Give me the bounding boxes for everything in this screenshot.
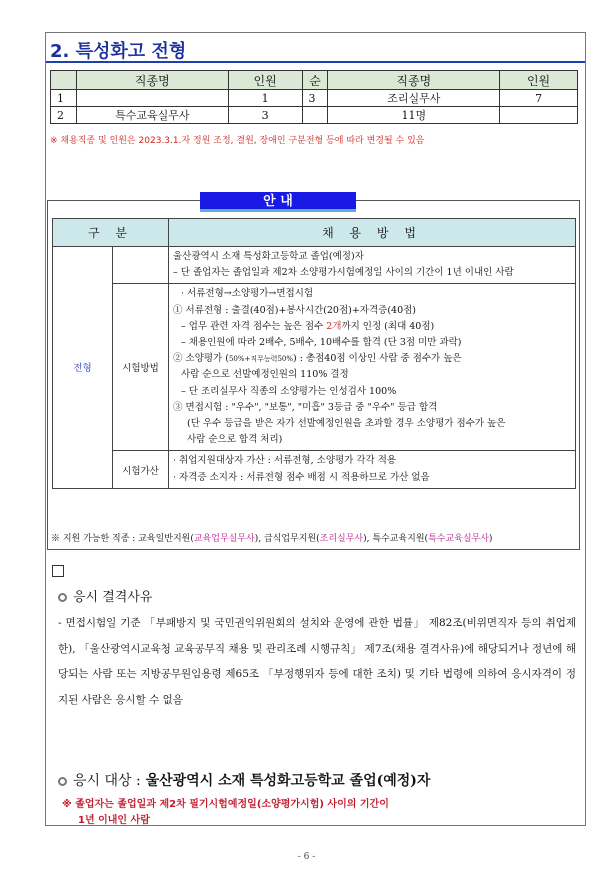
row-count2: 7: [500, 90, 578, 107]
graduate-note-line1: ※ 졸업자는 졸업일과 제2차 필기시험예정일(소양평가시험) 사이의 기간이: [62, 799, 389, 810]
avail-job2: 조리실무사: [319, 534, 364, 544]
row-no: 2: [51, 107, 77, 124]
bonus-cell: [169, 451, 576, 488]
jobs-header-count: 인원: [228, 71, 302, 90]
eligibility-cell: [169, 247, 576, 284]
target-label: 응시 대상 :: [73, 773, 141, 789]
bonus-label: 시험가산: [113, 451, 169, 488]
row-count: 3: [228, 107, 302, 124]
jobs-header-no: [51, 71, 77, 90]
method-header-row: [53, 219, 576, 247]
avail-suffix: ): [488, 534, 493, 544]
exam-method-row: [53, 284, 576, 451]
doc-sub1-red: 2개: [326, 320, 342, 332]
aptitude-3: – 단 조리실무사 직종의 소양평가는 인성검사 100%: [181, 385, 397, 397]
aptitude-2: 사람 순으로 선발예정인원의 110% 결정: [181, 369, 349, 381]
table-row: [51, 107, 578, 124]
jobs-header-row: [51, 71, 578, 90]
eligibility-line: – 단 졸업자는 졸업일과 제2차 소양평가시험예정일 사이의 기간이 1년 이내인 사람: [173, 267, 514, 279]
bonus-row: [53, 451, 576, 488]
doc-sub1: [173, 319, 571, 335]
aptitude-a: ② 소양평가 (: [173, 353, 229, 365]
exam-method-label: 시험방법: [113, 284, 169, 451]
bonus-line: · 취업지원대상자 가산 : 서류전형, 소양평가 각각 적용: [173, 455, 397, 467]
jobs-header-name2: 직종명: [328, 71, 500, 90]
disqualification-body: - 면접시험일 기준 「부패방지 및 국민권익위원회의 설치와 운영에 관한 법률」 제82조(비위면직자 등의 취업제한), 「울산광역시교육청 교육공무직 채용 및 관리조례 시행규칙」 제7조(채용 결격사유)에 해당되거나 정년에 해당되는 사람 또는 지방공무원임용령 제65조 「부정행위자 등에 대한 조치) 및 기타 법령에 의하여 응시자격이 정지된 사람은 응시할 수 없음: [58, 617, 576, 706]
row-count: 1: [228, 90, 302, 107]
aptitude-1: [173, 351, 571, 367]
row-total: 11명: [328, 107, 500, 124]
circle-bullet-icon: [58, 593, 67, 602]
aptitude-b: ) : 총점40점 이상인 사람 중 점수가 높은: [293, 353, 462, 365]
avail-prefix: ※ 지원 가능한 직종 : 교육일반지원(: [51, 534, 194, 544]
graduate-note: [62, 797, 389, 829]
jobs-header-name: 직종명: [76, 71, 228, 90]
graduate-note-line2: 1년 이내인 사람: [78, 815, 150, 826]
category-cell: 전형: [53, 247, 113, 489]
table-row: [51, 90, 578, 107]
section-title: 2. 특성화고 전형: [50, 41, 187, 62]
aptitude-small: 50%+직무능력50%: [228, 355, 293, 364]
interview-3: 사람 순으로 합격 처리): [187, 434, 283, 446]
page-number: - 6 -: [297, 852, 316, 862]
target-value: 울산광역시 소재 특성화고등학교 졸업(예정)자: [145, 773, 431, 789]
eligibility-label-cell: [113, 247, 169, 284]
avail-job1: 교육업무실무사: [193, 534, 255, 544]
doc-sub1-a: – 업무 관련 자격 점수는 높은 점수: [181, 320, 327, 332]
interview-2: (단 우수 등급을 받은 자가 선발예정인원을 초과할 경우 소양평가 점수가 높은: [187, 418, 506, 430]
method-header-category: 구 분: [53, 219, 169, 247]
bonus-line: · 자격증 소지자 : 서류전형 점수 배점 시 적용하므로 가산 없음: [173, 471, 430, 483]
disqualification-heading: [58, 586, 152, 605]
eligibility-row: [53, 247, 576, 284]
doc-screen: ① 서류전형 : 출결(40점)+봉사시간(20점)+자격증(40점): [173, 304, 417, 316]
avail-job3: 특수교육실무사: [428, 534, 489, 544]
jobs-header-count2: 인원: [500, 71, 578, 90]
disqualification-title: 응시 결격사유: [73, 590, 153, 605]
jobs-header-no2: 순: [302, 71, 328, 90]
method-table: [52, 218, 576, 489]
row-no: 1: [51, 90, 77, 107]
row-no2: [302, 107, 328, 124]
target-line: [58, 770, 430, 790]
available-jobs: [47, 528, 580, 550]
row-name: [76, 90, 228, 107]
checkbox-icon: [52, 565, 64, 577]
interview-1: ③ 면접시험 : "우수", "보통", "미흡" 3등급 중 "우수" 등급 합격: [173, 401, 438, 413]
avail-mid1: ), 급식업무지원(: [254, 534, 320, 544]
exam-flow: · 서류전형→소양평가→면접시험: [181, 288, 314, 300]
guide-title: 안 내: [200, 192, 356, 212]
avail-mid2: ), 특수교육지원(: [363, 534, 429, 544]
row-name2: 조리실무사: [328, 90, 500, 107]
doc-sub1-b: 까지 인정 (최대 40점): [341, 320, 435, 332]
row-name: 특수교육실무사: [76, 107, 228, 124]
exam-method-cell: [169, 284, 576, 451]
row-count2: [500, 107, 578, 124]
eligibility-line: 울산광역시 소재 특성화고등학교 졸업(예정)자: [173, 251, 364, 262]
change-notice: ※ 채용직종 및 인원은 2023.3.1.자 정원 조정, 결원, 장애인 구분전형 등에 따라 변경될 수 있음: [50, 136, 425, 146]
method-header-method: 채 용 방 법: [169, 219, 576, 247]
jobs-table: [50, 70, 578, 124]
doc-sub2: – 채용인원에 따라 2배수, 5배수, 10배수를 합격 (단 3점 미만 과락): [181, 337, 462, 349]
circle-bullet-icon: [58, 777, 67, 786]
row-no2: 3: [302, 90, 328, 107]
